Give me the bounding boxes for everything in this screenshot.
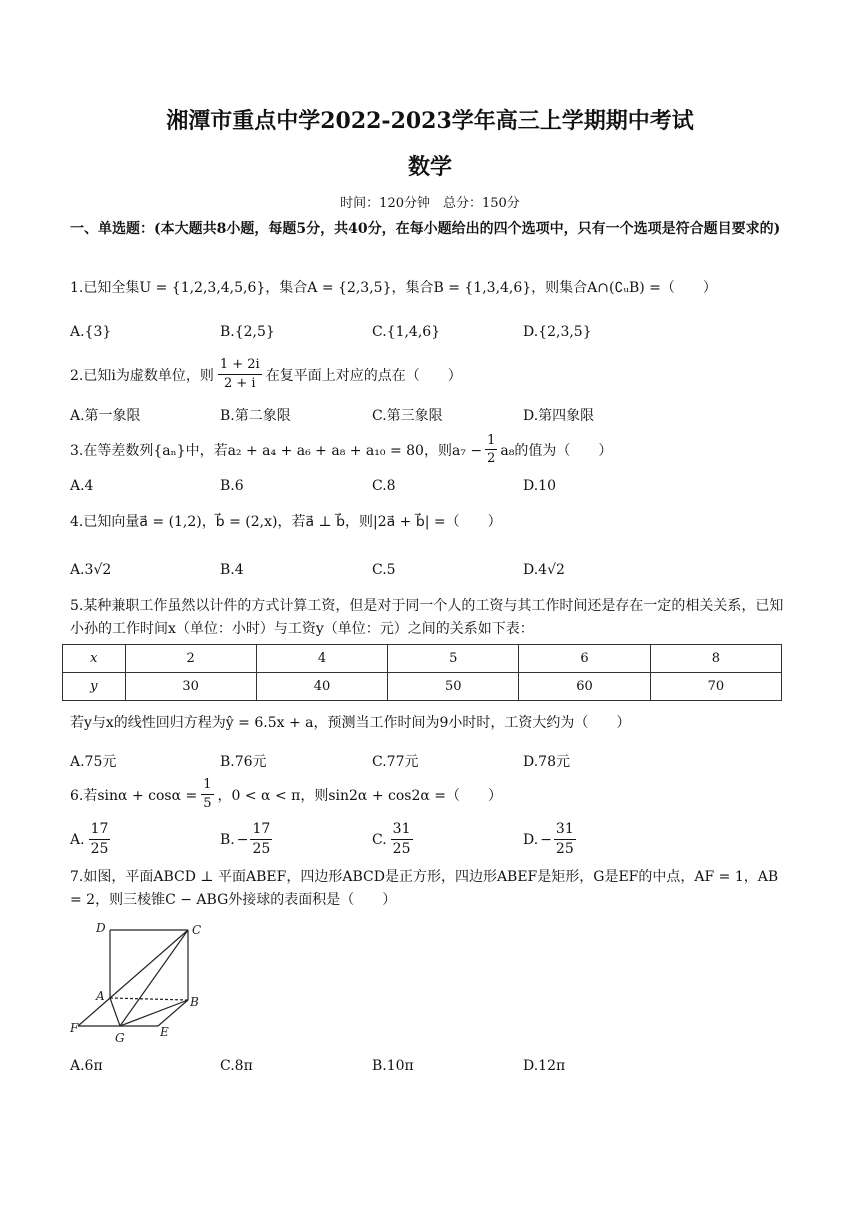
figure-label-a: A bbox=[96, 989, 105, 1003]
table-cell: x bbox=[63, 645, 126, 673]
option-sign: − bbox=[540, 831, 552, 848]
question-3-fraction bbox=[485, 432, 497, 467]
edge-af bbox=[78, 998, 110, 1026]
question-7-figure bbox=[70, 918, 220, 1048]
edge-ab bbox=[110, 998, 188, 1000]
option-fraction bbox=[391, 820, 413, 859]
exam-time-info: 时间：120分钟 总分：150分 bbox=[340, 196, 520, 211]
question-2-fraction-numerator: 1 + 2i bbox=[218, 356, 262, 375]
exam-subject: 数学 bbox=[407, 154, 452, 180]
question-5-option-a: A.75元 bbox=[70, 754, 117, 770]
option-prefix: A. bbox=[70, 831, 85, 848]
figure-label-b: B bbox=[190, 995, 199, 1009]
figure-label-f: F bbox=[70, 1021, 79, 1035]
table-cell: 2 bbox=[125, 645, 256, 673]
question-2-fraction bbox=[218, 356, 262, 393]
option-prefix: C. bbox=[372, 831, 387, 848]
option-fraction bbox=[554, 820, 576, 859]
table-cell: 8 bbox=[650, 645, 781, 673]
question-4-option-c: C.5 bbox=[372, 562, 396, 578]
option-fraction-denominator: 25 bbox=[90, 841, 109, 857]
figure-label-c: C bbox=[192, 923, 202, 937]
question-1-option-d: D.{2,3,5} bbox=[523, 324, 592, 340]
table-cell: 70 bbox=[650, 673, 781, 701]
table-row bbox=[63, 645, 782, 673]
edge-eb bbox=[158, 1000, 188, 1026]
table-cell: 50 bbox=[388, 673, 519, 701]
option-sign: − bbox=[236, 831, 249, 848]
question-4-stem: 4.已知向量a⃗ = (1,2)，b⃗ = (2,x)，若a⃗ ⊥ b⃗，则|2a⃗ + b⃗| =（ ） bbox=[70, 514, 502, 530]
question-3-option-c: C.8 bbox=[372, 478, 396, 494]
table-cell: 30 bbox=[125, 673, 256, 701]
option-prefix: B. bbox=[220, 831, 235, 848]
question-3-fraction-numerator: 1 bbox=[487, 433, 496, 448]
question-3-option-a: A.4 bbox=[70, 478, 94, 494]
option-fraction-denominator: 25 bbox=[252, 841, 271, 857]
question-3-stem bbox=[70, 432, 612, 467]
option-fraction-denominator: 25 bbox=[555, 841, 574, 857]
question-2-stem bbox=[70, 356, 462, 393]
table-cell: 60 bbox=[519, 673, 650, 701]
option-fraction-numerator: 17 bbox=[250, 820, 272, 840]
question-2-option-c: C.第三象限 bbox=[372, 408, 443, 424]
question-1-option-a: A.{3} bbox=[70, 324, 112, 340]
question-1-option-b: B.{2,5} bbox=[220, 324, 275, 340]
question-2-stem-post: 在复平面上对应的点在（ ） bbox=[265, 367, 462, 384]
question-2-option-a: A.第一象限 bbox=[70, 408, 141, 424]
figure-label-d: D bbox=[96, 921, 106, 935]
question-5-stem2: 若y与x的线性回归方程为ŷ = 6.5x + a，预测当工作时间为9小时时，工资大约为（ ） bbox=[70, 715, 631, 731]
question-6-option-a bbox=[70, 820, 110, 859]
table-cell: 5 bbox=[388, 645, 519, 673]
exam-title: 湘潭市重点中学2022-2023学年高三上学期期中考试 bbox=[166, 108, 694, 134]
option-fraction-denominator: 25 bbox=[392, 841, 411, 857]
question-1-option-c: C.{1,4,6} bbox=[372, 324, 441, 340]
question-1-stem: 1.已知全集U = {1,2,3,4,5,6}，集合A = {2,3,5}，集合B = {1,3,4,6}，则集合A∩(∁ᵤB) =（ ） bbox=[70, 280, 717, 296]
question-5-stem: 5.某种兼职工作虽然以计件的方式计算工资，但是对于同一个人的工资与其工作时间还是存在一定的相关关系，已知小孙的工作时间x（单位：小时）与工资y（单位：元）之间的关系如下表： bbox=[70, 598, 784, 637]
question-7-option-4: D.12π bbox=[523, 1058, 566, 1074]
question-6-option-c bbox=[372, 820, 413, 859]
question-3-stem-post: a₈的值为（ ） bbox=[500, 442, 613, 459]
question-6-stem-pre: 6.若sinα + cosα = bbox=[70, 787, 198, 804]
question-6-fraction bbox=[201, 776, 213, 813]
figure-label-e: E bbox=[160, 1025, 169, 1039]
option-fraction-numerator: 31 bbox=[554, 820, 576, 840]
option-prefix: D. bbox=[523, 831, 539, 848]
question-6-fraction-numerator: 1 bbox=[201, 776, 213, 795]
option-fraction-numerator: 31 bbox=[391, 820, 413, 840]
question-6-fraction-denominator: 5 bbox=[203, 796, 212, 811]
edge-ag bbox=[110, 998, 120, 1026]
question-2-stem-pre: 2.已知i为虚数单位，则 bbox=[70, 367, 214, 384]
question-3-option-d: D.10 bbox=[523, 478, 556, 494]
table-cell: y bbox=[63, 673, 126, 701]
question-6-option-d bbox=[523, 820, 576, 859]
question-4-option-b: B.4 bbox=[220, 562, 244, 578]
question-5-option-b: B.76元 bbox=[220, 754, 267, 770]
question-3-option-b: B.6 bbox=[220, 478, 244, 494]
question-7-option-2: C.8π bbox=[220, 1058, 253, 1074]
table-cell: 4 bbox=[256, 645, 387, 673]
question-7-option-1: A.6π bbox=[70, 1058, 103, 1074]
question-3-stem-pre: 3.在等差数列{aₙ}中，若a₂ + a₄ + a₆ + a₈ + a₁₀ = 80，则a₇ − bbox=[70, 442, 483, 459]
option-fraction bbox=[89, 820, 111, 859]
question-3-fraction-denominator: 2 bbox=[487, 451, 496, 466]
table-cell: 6 bbox=[519, 645, 650, 673]
question-5-option-c: C.77元 bbox=[372, 754, 419, 770]
question-5-table bbox=[62, 644, 782, 701]
option-fraction bbox=[250, 820, 272, 859]
question-6-stem bbox=[70, 776, 502, 813]
figure-label-g: G bbox=[115, 1031, 125, 1045]
question-7-stem: 7.如图，平面ABCD ⊥ 平面ABEF，四边形ABCD是正方形，四边形ABEF是矩形，G是EF的中点，AF = 1，AB = 2，则三棱锥C − ABG外接球的表面积是（ ） bbox=[70, 869, 779, 908]
question-4-option-a: A.3√2 bbox=[70, 562, 112, 578]
section-heading: 一、单选题：(本大题共8小题，每题5分，共40分，在每小题给出的四个选项中，只有一个选项是符合题目要求的) bbox=[70, 221, 781, 237]
edge-bg bbox=[120, 1000, 188, 1026]
question-7-option-3: B.10π bbox=[372, 1058, 414, 1074]
edge-ca bbox=[110, 930, 188, 998]
question-2-option-d: D.第四象限 bbox=[523, 408, 595, 424]
question-6-option-b bbox=[220, 820, 272, 859]
table-row bbox=[63, 673, 782, 701]
table-cell: 40 bbox=[256, 673, 387, 701]
question-5-option-d: D.78元 bbox=[523, 754, 570, 770]
question-2-option-b: B.第二象限 bbox=[220, 408, 291, 424]
option-fraction-numerator: 17 bbox=[89, 820, 111, 840]
question-4-option-d: D.4√2 bbox=[523, 562, 565, 578]
edge-cg bbox=[120, 930, 188, 1026]
question-6-stem-post: ，0 < α < π，则sin2α + cos2α =（ ） bbox=[217, 787, 502, 804]
question-2-fraction-denominator: 2 + i bbox=[223, 376, 256, 391]
